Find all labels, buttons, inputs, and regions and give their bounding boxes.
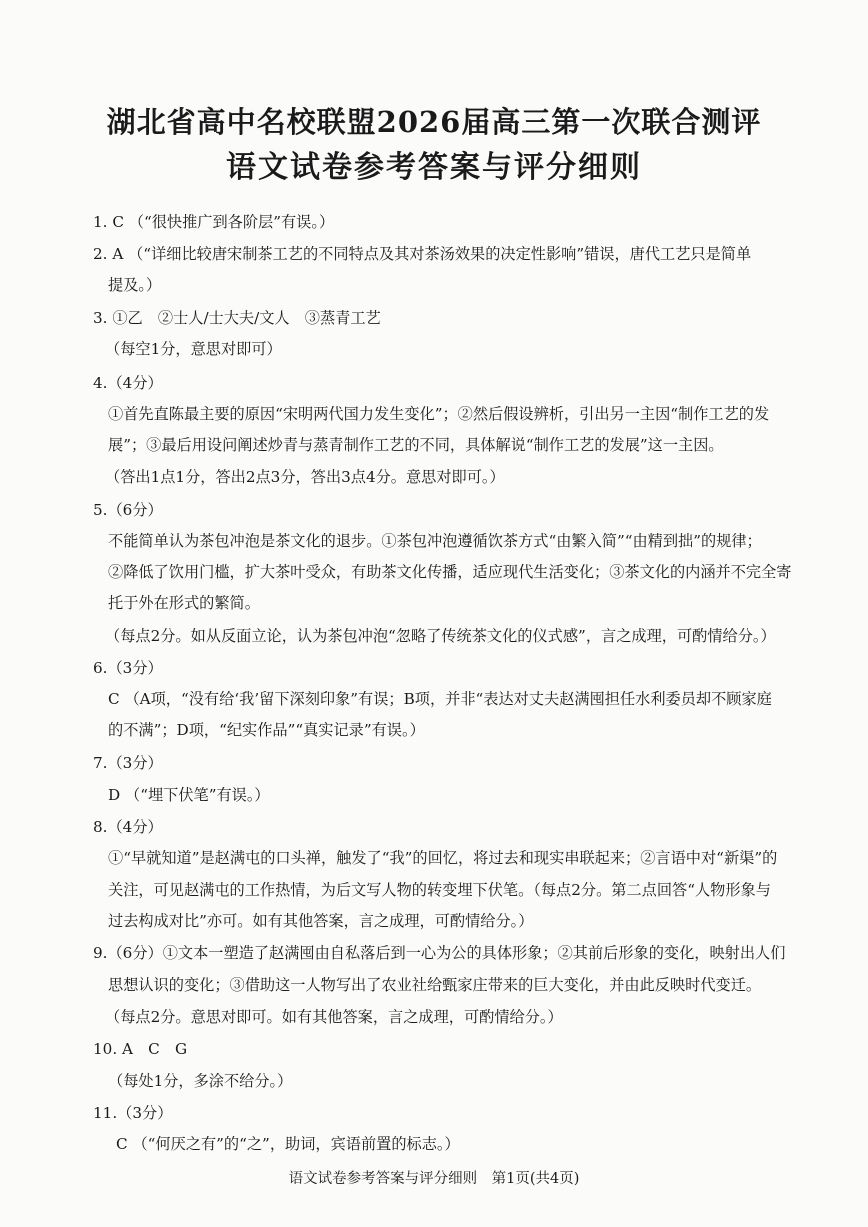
answer-5-line-2: ②降低了饮用门槛，扩大茶叶受众，有助茶文化传播，适应现代生活变化；③茶文化的内涵并不完全寄 [108,563,792,581]
answer-9-line-2: 思想认识的变化；③借助这一人物写出了农业社给甄家庄带来的巨大变化，并由此反映时代变迁。 [108,976,762,994]
answer-1: 1. C （“很快推广到各阶层”有误。） [93,213,335,231]
answer-5-header: 5.（6分） [93,501,163,519]
answer-5-line-3: 托于外在形式的繁简。 [108,594,260,612]
answer-4-line-2: 展”；③最后用设问阐述炒青与蒸青制作工艺的不同，具体解说“制作工艺的发展”这一主因。 [108,436,724,454]
answer-8-line-1: ①“早就知道”是赵满屯的口头禅，触发了“我”的回忆，将过去和现实串联起来；②言语中对“新渠”的 [108,849,778,867]
answer-8-line-3: 过去构成对比”亦可。如有其他答案，言之成理，可酌情给分。） [108,912,534,930]
answer-2-continued: 提及。） [108,276,162,294]
answer-2: 2. A （“详细比较唐宋制茶工艺的不同特点及其对茶汤效果的决定性影响”错误，唐代工艺只是简单 [93,245,752,263]
answer-5-scoring: （每点2分。如从反面立论，认为茶包冲泡“忽略了传统茶文化的仪式感”，言之成理，可酌情给分。） [105,627,776,645]
answer-7-header: 7.（3分） [93,754,163,772]
answer-6-header: 6.（3分） [93,659,163,677]
answer-4-header: 4.（4分） [93,374,163,392]
answer-9-scoring: （每点2分。意思对即可。如有其他答案，言之成理，可酌情给分。） [105,1008,563,1026]
answer-9-line-1: 9.（6分）①文本一塑造了赵满囤由自私落后到一心为公的具体形象；②其前后形象的变化，映射出人们 [93,944,786,962]
answer-5-line-1: 不能简单认为茶包冲泡是茶文化的退步。①茶包冲泡遵循饮茶方式“由繁入简”“由精到拙”的规律； [108,532,762,550]
answer-10-scoring: （每处1分，多涂不给分。） [108,1072,293,1090]
answer-8-header: 8.（4分） [93,818,163,836]
answer-6-line-1: C （A项，“没有给‘我’留下深刻印象”有误；B项，并非“表达对丈夫赵满囤担任水利委员却不顾家庭 [108,690,772,708]
answer-4-scoring: （答出1点1分，答出2点3分，答出3点4分。意思对即可。） [105,468,505,486]
answer-8-line-2: 关注，可见赵满屯的工作热情，为后文写人物的转变埋下伏笔。（每点2分。第二点回答“人物形象与 [108,881,771,899]
answer-7-line-1: D （“埋下伏笔”有误。） [108,786,270,804]
answer-3-scoring: （每空1分，意思对即可） [105,340,282,358]
answer-10: 10. A C G [93,1040,188,1058]
document-subtitle: 语文试卷参考答案与评分细则 [226,150,642,185]
answer-11-line-1: C （“何厌之有”的“之”，助词，宾语前置的标志。） [116,1135,460,1153]
answer-3: 3. ①乙 ②士人/士大夫/文人 ③蒸青工艺 [93,309,381,327]
answer-6-line-2: 的不满”；D项，“纪实作品”“真实记录”有误。） [108,721,425,739]
answer-11-header: 11.（3分） [93,1104,173,1122]
answer-4-line-1: ①首先直陈最主要的原因“宋明两代国力发生变化”；②然后假设辨析，引出另一主因“制作工艺的发 [108,405,770,423]
document-title: 湖北省高中名校联盟2026届高三第一次联合测评 [106,105,762,139]
page-footer: 语文试卷参考答案与评分细则 第1页(共4页) [288,1171,580,1187]
